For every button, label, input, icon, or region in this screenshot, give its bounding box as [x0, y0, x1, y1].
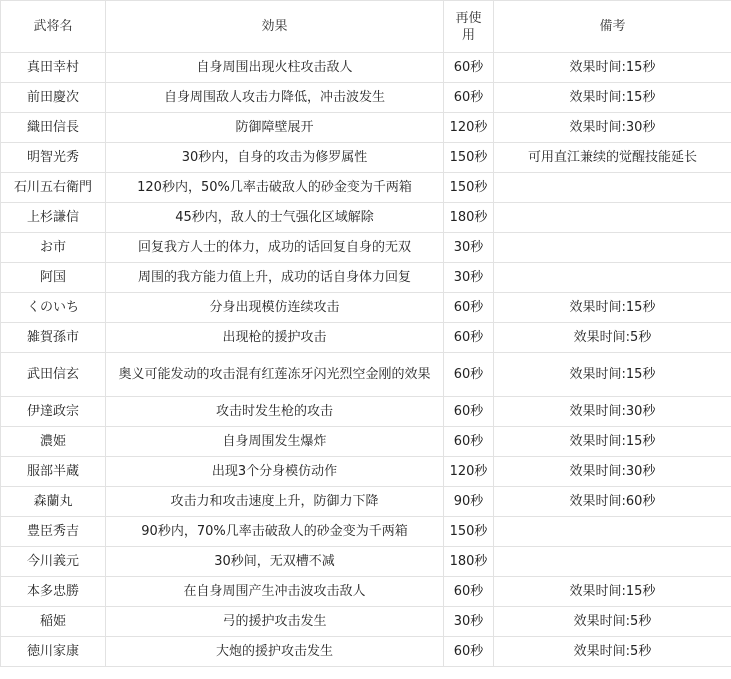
note-cell: 效果时间:5秒 — [494, 607, 731, 637]
effect-cell: 在自身周围产生冲击波攻击敌人 — [106, 577, 444, 607]
table-row — [1, 577, 731, 607]
note-cell: 效果时间:15秒 — [494, 83, 731, 113]
reuse-cell: 30秒 — [444, 263, 494, 293]
header-row — [1, 1, 731, 53]
effect-cell: 弓的援护攻击发生 — [106, 607, 444, 637]
table-row — [1, 637, 731, 667]
reuse-cell: 120秒 — [444, 457, 494, 487]
effect-cell: 45秒内，敌人的士气强化区域解除 — [106, 203, 444, 233]
note-cell: 可用直江兼续的觉醒技能延长 — [494, 143, 731, 173]
general-name-cell: 明智光秀 — [1, 143, 106, 173]
note-cell — [494, 233, 731, 263]
general-name-cell: 濃姫 — [1, 427, 106, 457]
table-row — [1, 263, 731, 293]
table-row — [1, 113, 731, 143]
reuse-cell: 60秒 — [444, 83, 494, 113]
table-row — [1, 293, 731, 323]
table-row — [1, 323, 731, 353]
general-name-cell: 森蘭丸 — [1, 487, 106, 517]
note-cell — [494, 547, 731, 577]
table-row — [1, 143, 731, 173]
table-row — [1, 517, 731, 547]
general-name-cell: 織田信長 — [1, 113, 106, 143]
reuse-cell: 60秒 — [444, 397, 494, 427]
table-row — [1, 427, 731, 457]
reuse-cell: 180秒 — [444, 203, 494, 233]
reuse-cell: 60秒 — [444, 637, 494, 667]
general-name-cell: 真田幸村 — [1, 53, 106, 83]
effect-cell: 攻击时发生枪的攻击 — [106, 397, 444, 427]
note-cell — [494, 203, 731, 233]
note-cell: 效果时间:5秒 — [494, 637, 731, 667]
effect-cell: 30秒间，无双槽不减 — [106, 547, 444, 577]
effect-cell: 攻击力和攻击速度上升，防御力下降 — [106, 487, 444, 517]
note-cell — [494, 173, 731, 203]
table-row — [1, 397, 731, 427]
note-cell — [494, 263, 731, 293]
reuse-cell: 60秒 — [444, 53, 494, 83]
table-row — [1, 457, 731, 487]
table-body — [1, 53, 731, 667]
reuse-cell: 150秒 — [444, 173, 494, 203]
table-row — [1, 173, 731, 203]
note-cell: 效果时间:30秒 — [494, 457, 731, 487]
note-cell: 效果时间:30秒 — [494, 397, 731, 427]
effect-cell: 奥义可能发动的攻击混有红莲冻牙闪光烈空金刚的效果 — [106, 353, 444, 397]
note-cell: 效果时间:15秒 — [494, 577, 731, 607]
reuse-cell: 120秒 — [444, 113, 494, 143]
general-name-cell: 伊達政宗 — [1, 397, 106, 427]
reuse-cell: 60秒 — [444, 323, 494, 353]
effect-cell: 自身周围发生爆炸 — [106, 427, 444, 457]
general-name-cell: 豊臣秀吉 — [1, 517, 106, 547]
effect-cell: 120秒内，50%几率击破敌人的砂金变为千两箱 — [106, 173, 444, 203]
table-row — [1, 487, 731, 517]
table-row — [1, 83, 731, 113]
effect-cell: 出现枪的援护攻击 — [106, 323, 444, 353]
general-name-cell: 武田信玄 — [1, 353, 106, 397]
general-name-cell: 服部半蔵 — [1, 457, 106, 487]
effect-cell: 大炮的援护攻击发生 — [106, 637, 444, 667]
table-row — [1, 203, 731, 233]
effect-cell: 90秒内，70%几率击破敌人的砂金变为千两箱 — [106, 517, 444, 547]
reuse-cell: 90秒 — [444, 487, 494, 517]
reuse-cell: 60秒 — [444, 427, 494, 457]
general-name-cell: くのいち — [1, 293, 106, 323]
header-general-name: 武将名 — [1, 1, 106, 53]
table-row — [1, 233, 731, 263]
note-cell: 效果时间:15秒 — [494, 53, 731, 83]
table-header — [1, 1, 731, 53]
general-name-cell: 石川五右衛門 — [1, 173, 106, 203]
note-cell: 效果时间:30秒 — [494, 113, 731, 143]
reuse-cell: 60秒 — [444, 353, 494, 397]
note-cell: 效果时间:15秒 — [494, 293, 731, 323]
effect-cell: 出现3个分身模仿动作 — [106, 457, 444, 487]
table-row — [1, 547, 731, 577]
table-row — [1, 607, 731, 637]
effect-cell: 回复我方人士的体力，成功的话回复自身的无双 — [106, 233, 444, 263]
effect-cell: 自身周围敌人攻击力降低，冲击波发生 — [106, 83, 444, 113]
general-name-cell: 前田慶次 — [1, 83, 106, 113]
general-name-cell: 阿国 — [1, 263, 106, 293]
general-name-cell: 本多忠勝 — [1, 577, 106, 607]
note-cell: 效果时间:15秒 — [494, 353, 731, 397]
effect-cell: 分身出现模仿连续攻击 — [106, 293, 444, 323]
effect-cell: 防御障壁展开 — [106, 113, 444, 143]
general-name-cell: 徳川家康 — [1, 637, 106, 667]
general-name-cell: お市 — [1, 233, 106, 263]
reuse-cell: 180秒 — [444, 547, 494, 577]
effect-cell: 30秒内，自身的攻击为修罗属性 — [106, 143, 444, 173]
reuse-cell: 150秒 — [444, 517, 494, 547]
header-effect: 効果 — [106, 1, 444, 53]
table-row — [1, 53, 731, 83]
note-cell: 效果时间:5秒 — [494, 323, 731, 353]
header-reuse: 再使用 — [444, 1, 494, 53]
reuse-cell: 60秒 — [444, 293, 494, 323]
table-row — [1, 353, 731, 397]
note-cell: 效果时间:15秒 — [494, 427, 731, 457]
reuse-cell: 30秒 — [444, 233, 494, 263]
reuse-cell: 30秒 — [444, 607, 494, 637]
header-note: 備考 — [494, 1, 731, 53]
general-name-cell: 上杉謙信 — [1, 203, 106, 233]
general-name-cell: 雑賀孫市 — [1, 323, 106, 353]
note-cell: 效果时间:60秒 — [494, 487, 731, 517]
effect-cell: 周围的我方能力值上升，成功的话自身体力回复 — [106, 263, 444, 293]
general-name-cell: 今川義元 — [1, 547, 106, 577]
reuse-cell: 150秒 — [444, 143, 494, 173]
reuse-cell: 60秒 — [444, 577, 494, 607]
note-cell — [494, 517, 731, 547]
general-name-cell: 稲姫 — [1, 607, 106, 637]
effect-cell: 自身周围出现火柱攻击敌人 — [106, 53, 444, 83]
